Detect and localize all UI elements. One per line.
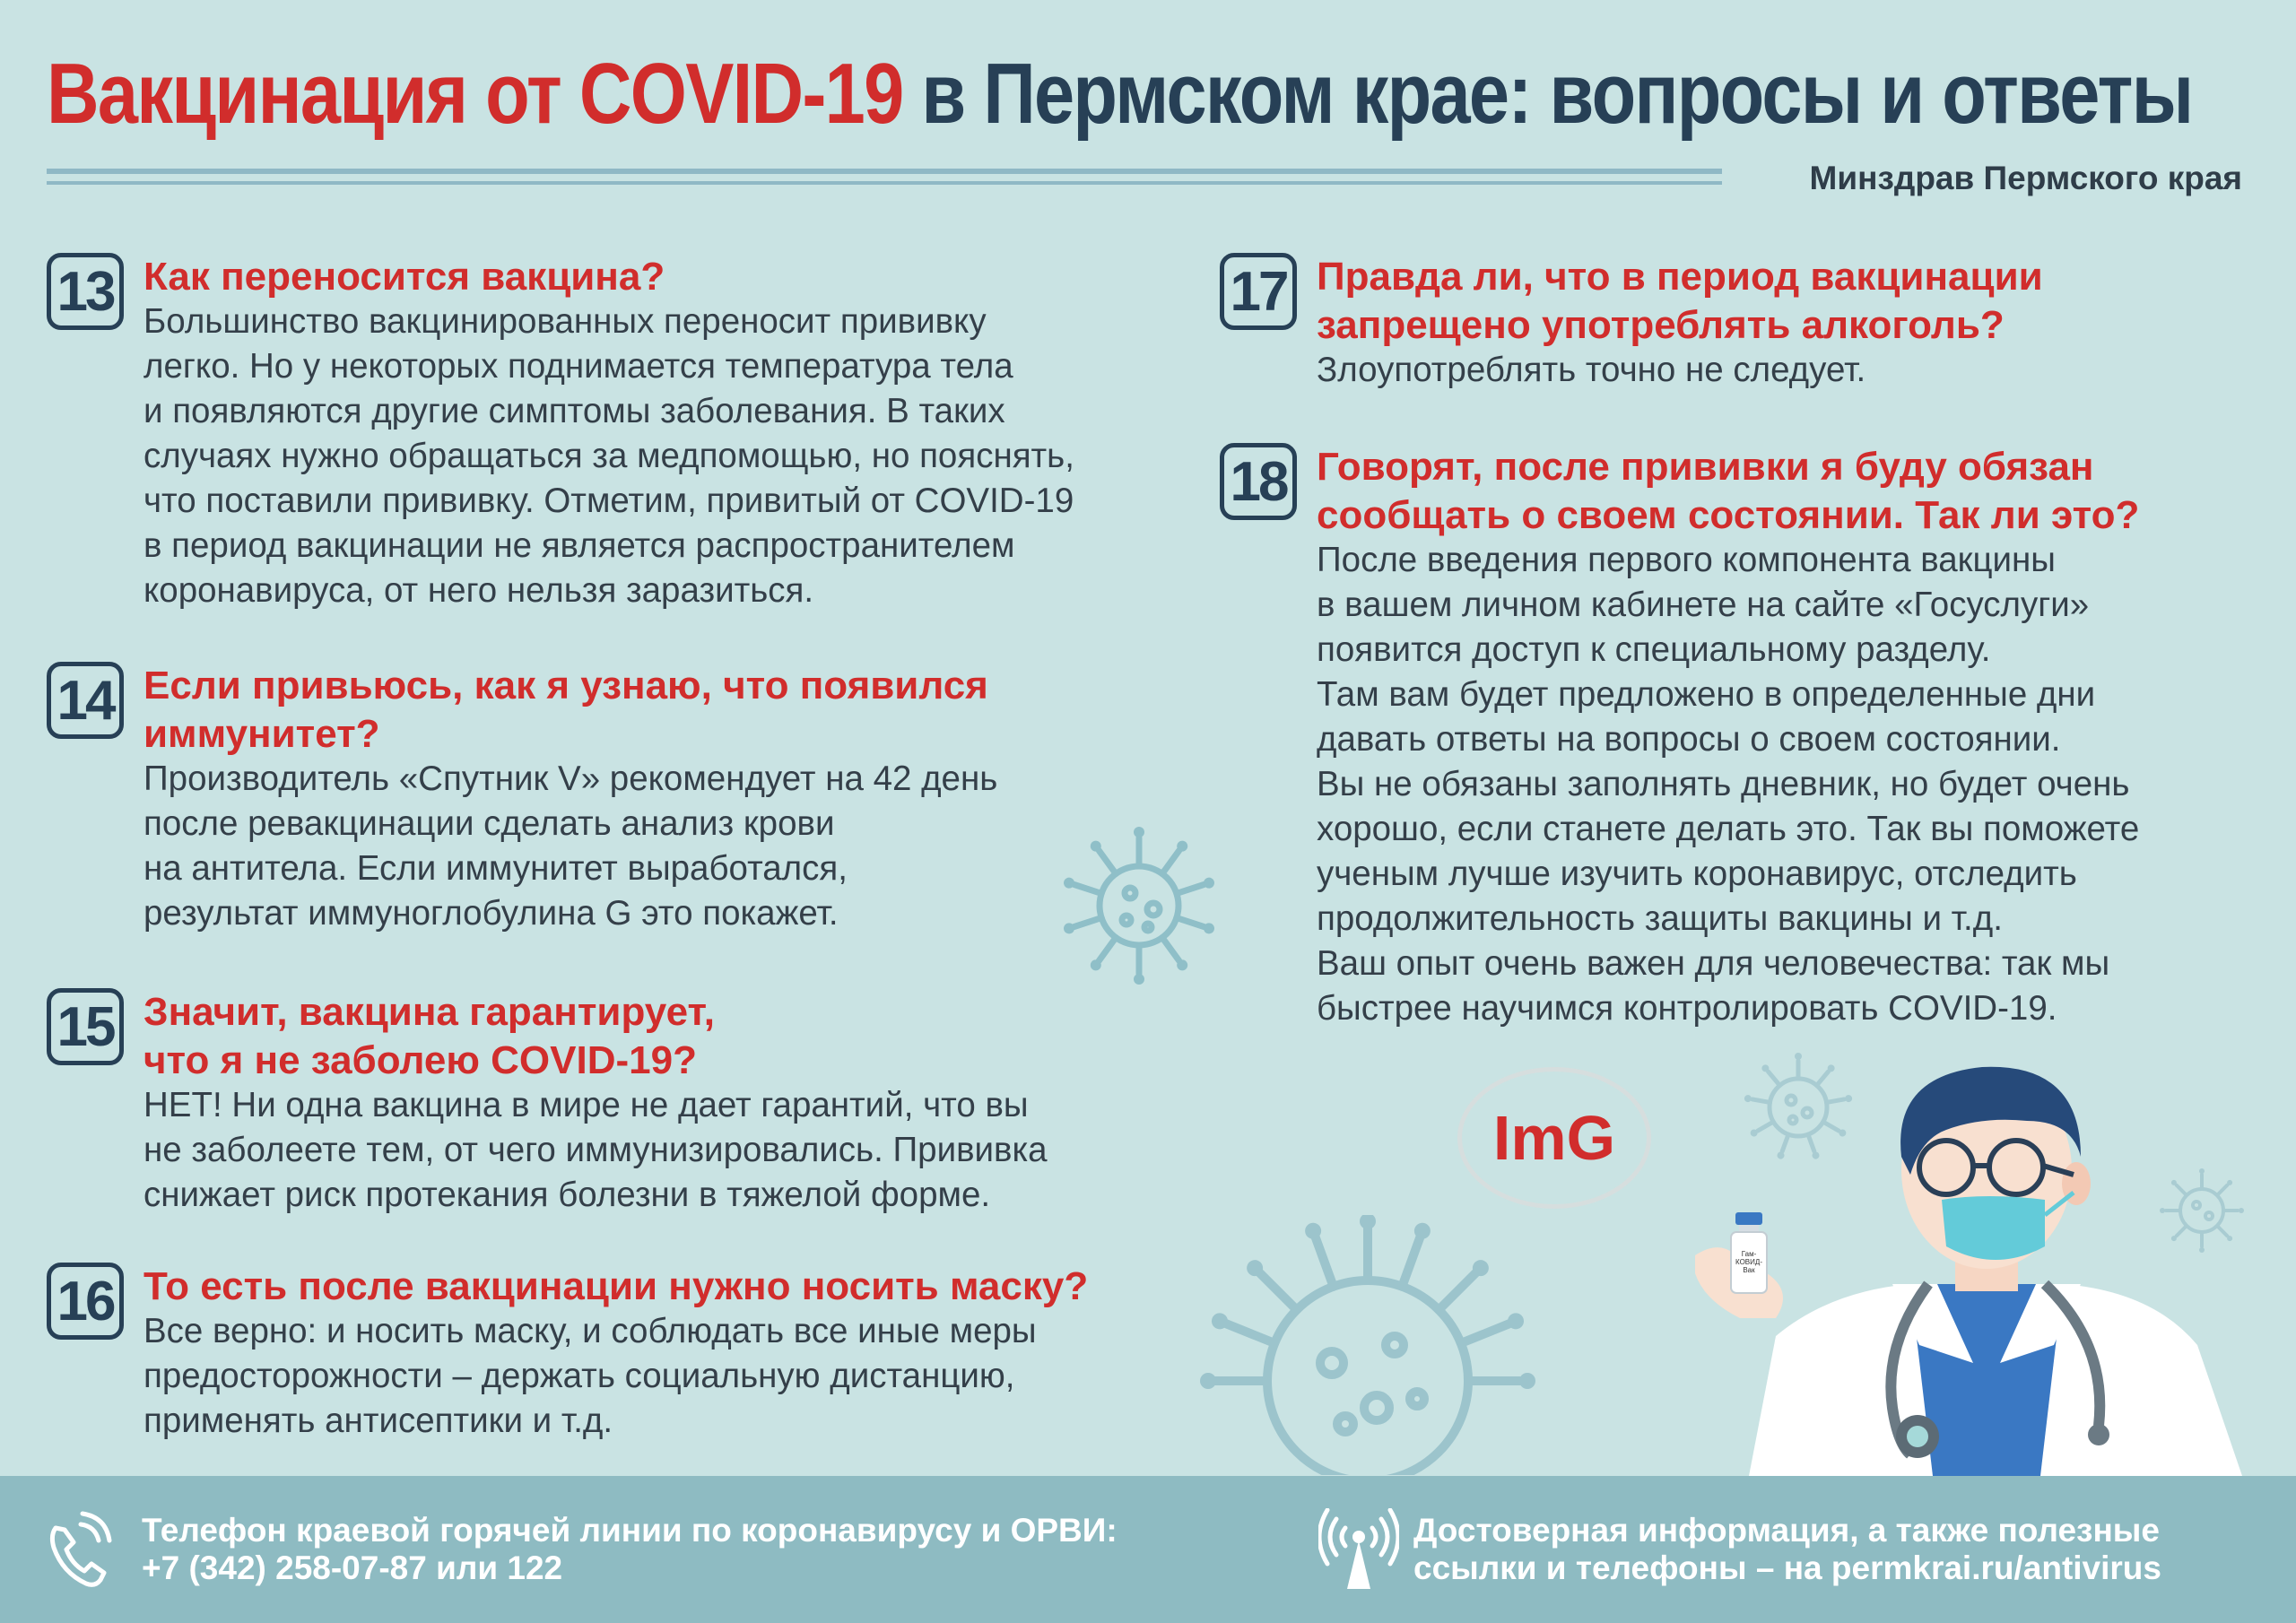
answer-line: не заболеете тем, от чего иммунизировались. Прививка <box>144 1131 1048 1169</box>
question-number: 13 <box>47 253 124 330</box>
answer-line: в вашем личном кабинете на сайте «Госуслуги» <box>1317 586 2090 624</box>
question-number: 15 <box>47 988 124 1065</box>
answer-text <box>1317 538 2139 1031</box>
answer-line: давать ответы на вопросы о своем состоянии. <box>1317 720 2061 759</box>
question-text <box>1317 253 2043 350</box>
answer-line: легко. Но у некоторых поднимается температура тела <box>144 347 1013 386</box>
footer-bar <box>0 1476 2296 1623</box>
virus-icon-large <box>1193 1215 1543 1475</box>
question-number: 17 <box>1220 253 1297 330</box>
question-text <box>144 988 715 1085</box>
doctor-illustration <box>1686 1049 2260 1476</box>
broadcast-icon <box>1318 1508 1399 1591</box>
question-number: 14 <box>47 662 124 739</box>
answer-line: хорошо, если станете делать это. Так вы поможете <box>1317 810 2140 848</box>
vial-label-line: Вак <box>1743 1266 1755 1274</box>
question-line: Как переносится вакцина? <box>144 255 665 299</box>
answer-line: предосторожности – держать социальную дистанцию, <box>144 1357 1015 1395</box>
img-badge: ImG <box>1457 1067 1651 1209</box>
info-line: Достоверная информация, а также полезные <box>1413 1512 2160 1549</box>
hotline-phone[interactable]: +7 (342) 258-07-87 или 122 <box>142 1549 563 1586</box>
answer-line: результат иммуноглобулина G это покажет. <box>144 894 839 933</box>
answer-line: После введения первого компонента вакцины <box>1317 541 2056 579</box>
vial-label-line: Гам- <box>1741 1250 1757 1258</box>
vial-label-line: КОВИД- <box>1735 1258 1762 1266</box>
answer-text <box>144 757 997 936</box>
answer-line: Производитель «Спутник V» рекомендует на 42 день <box>144 759 998 798</box>
page-title <box>47 36 2193 152</box>
question-text <box>144 253 665 301</box>
answer-text <box>144 1083 1048 1218</box>
answer-line: появится доступ к специальному разделу. <box>1317 630 1991 669</box>
question-number: 16 <box>47 1263 124 1340</box>
answer-line: что поставили прививку. Отметим, привитый от COVID-19 <box>144 482 1074 520</box>
question-text <box>1317 443 2139 540</box>
question-line: Говорят, после прививки я буду обязан <box>1317 445 2094 489</box>
title-highlight: Вакцинация от COVID-19 <box>47 46 903 142</box>
question-line: Правда ли, что в период вакцинации <box>1317 255 2043 299</box>
answer-text <box>1317 348 1866 393</box>
header-rule-thin <box>47 181 1722 185</box>
hotline-text <box>142 1512 1118 1587</box>
question-number: 18 <box>1220 443 1297 520</box>
question-line: иммунитет? <box>144 712 380 756</box>
virus-icon-small <box>1054 820 1224 991</box>
answer-line: Вы не обязаны заполнять дневник, но будет очень <box>1317 765 2130 803</box>
answer-line: после ревакцинации сделать анализ крови <box>144 804 835 843</box>
question-line: запрещено употреблять алкоголь? <box>1317 303 2005 347</box>
question-line: Если привьюсь, как я узнаю, что появился <box>144 664 988 707</box>
answer-line: коронавируса, от него нельзя заразиться. <box>144 571 814 610</box>
info-text <box>1413 1512 2161 1587</box>
question-text <box>144 1263 1088 1311</box>
answer-line: случаях нужно обращаться за медпомощью, но пояснять, <box>144 437 1074 475</box>
answer-line: Там вам будет предложено в определенные дни <box>1317 675 2096 714</box>
answer-line: в период вакцинации не является распространителем <box>144 526 1015 565</box>
answer-line: ученым лучше изучить коронавирус, отследить <box>1317 855 2077 893</box>
question-text <box>144 662 988 759</box>
answer-line: Злоупотреблять точно не следует. <box>1317 351 1866 389</box>
answer-line: продолжительность защиты вакцины и т.д. <box>1317 899 2003 938</box>
answer-text <box>144 1309 1037 1444</box>
answer-line: Ваш опыт очень важен для человечества: так мы <box>1317 944 2110 983</box>
question-line: сообщать о своем состоянии. Так ли это? <box>1317 493 2140 537</box>
vial-label <box>1731 1250 1767 1274</box>
phone-icon <box>45 1508 117 1589</box>
title-rest: в Пермском крае: вопросы и ответы <box>921 46 2193 142</box>
info-link[interactable]: ссылки и телефоны – на permkrai.ru/antivirus <box>1413 1549 2161 1586</box>
answer-line: Все верно: и носить маску, и соблюдать все иные меры <box>144 1312 1037 1350</box>
question-line: То есть после вакцинации нужно носить маску? <box>144 1264 1089 1308</box>
answer-line: и появляются другие симптомы заболевания. В таких <box>144 392 1005 430</box>
header-rule <box>47 169 1722 174</box>
question-line: что я не заболею COVID-19? <box>144 1038 697 1082</box>
hotline-line: Телефон краевой горячей линии по коронавирусу и ОРВИ: <box>142 1512 1118 1549</box>
answer-text <box>144 299 1074 613</box>
answer-line: на антитела. Если иммунитет выработался, <box>144 849 848 888</box>
answer-line: НЕТ! Ни одна вакцина в мире не дает гарантий, что вы <box>144 1086 1029 1124</box>
answer-line: снижает риск протекания болезни в тяжелой форме. <box>144 1176 991 1214</box>
answer-line: Большинство вакцинированных переносит прививку <box>144 302 987 341</box>
question-line: Значит, вакцина гарантирует, <box>144 990 715 1034</box>
source-label: Минздрав Пермского края <box>1809 160 2242 196</box>
answer-line: быстрее научимся контролировать COVID-19. <box>1317 989 2057 1028</box>
answer-line: применять антисептики и т.д. <box>144 1402 613 1440</box>
